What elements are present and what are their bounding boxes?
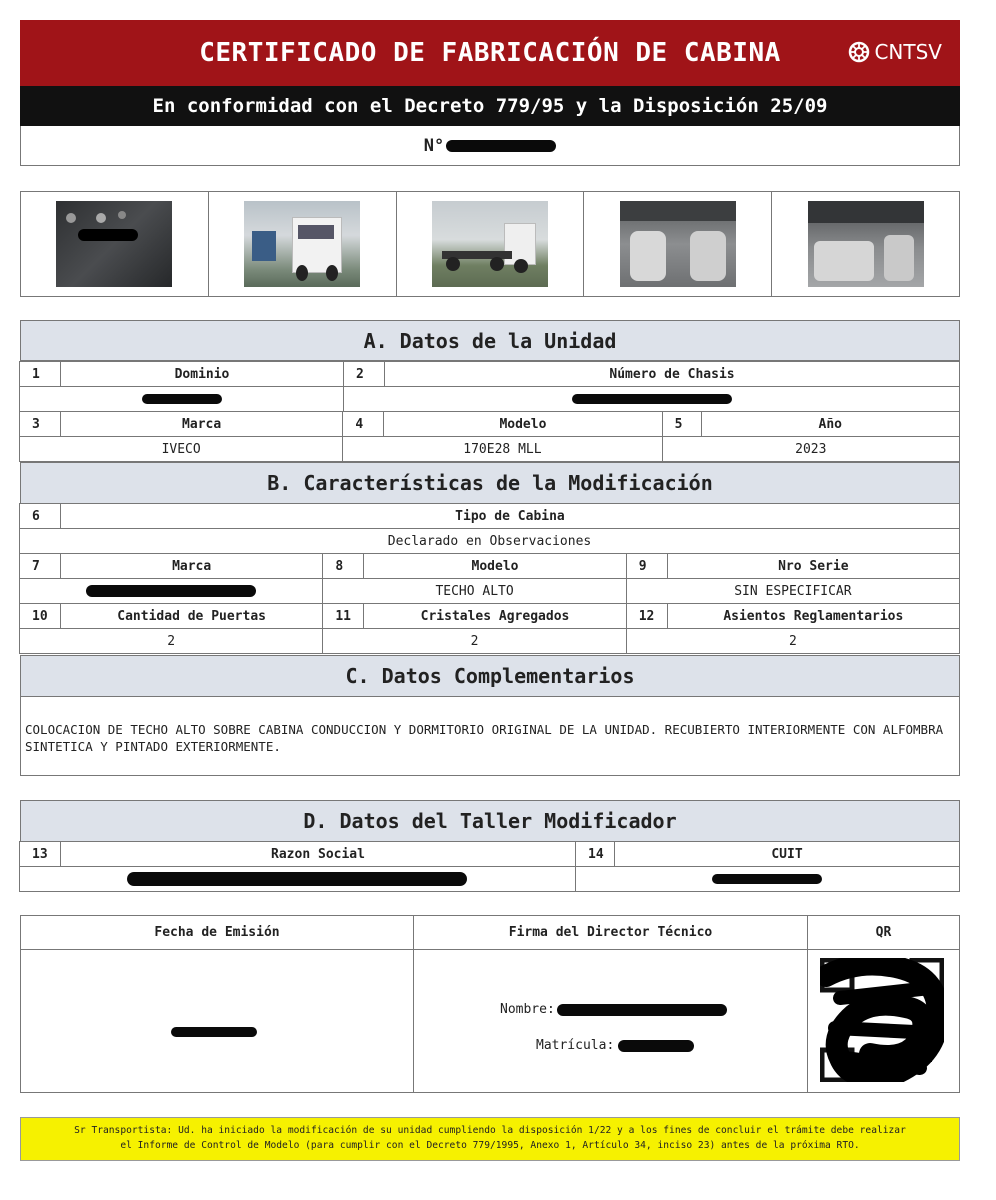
section-b-row-labels-2 <box>20 554 960 579</box>
redacted-matricula <box>618 1040 694 1052</box>
notice-line-2: el Informe de Control de Modelo (para cumplir con el Decreto 779/1995, Anexo 1, Artículo 34, inciso 23) antes de la próxima RTO. <box>120 1140 860 1151</box>
photo-cell <box>584 192 772 296</box>
field-value-marca <box>19 578 323 604</box>
redacted-number <box>446 140 556 152</box>
field-value-anio: 2023 <box>662 436 960 462</box>
section-a-row-labels-1 <box>20 362 960 387</box>
section-b-header <box>20 462 960 504</box>
field-label-marca: Marca <box>60 553 323 579</box>
redacted-fecha <box>171 1022 257 1041</box>
section-d-row-labels <box>20 842 960 867</box>
section-b-row-values-1 <box>20 529 960 554</box>
qr-code-redacted <box>820 958 944 1082</box>
photo-strip <box>20 191 960 297</box>
field-value-marca: IVECO <box>19 436 343 462</box>
redacted-value <box>572 394 732 404</box>
field-number: 6 <box>19 503 61 529</box>
section-d-title: D. Datos del Taller Modificador <box>303 809 677 833</box>
section-a-row-values-1 <box>20 387 960 412</box>
redacted-value <box>86 585 256 597</box>
truck-front-photo <box>244 201 360 287</box>
field-number: 8 <box>322 553 364 579</box>
section-b-title: B. Características de la Modificación <box>267 471 713 495</box>
field-number: 2 <box>343 361 385 387</box>
cntsv-logo <box>848 38 942 66</box>
redacted-value <box>712 874 822 884</box>
matricula-label: Matrícula: <box>536 1038 615 1053</box>
field-value-modelo: TECHO ALTO <box>322 578 626 604</box>
section-b-row-labels-1 <box>20 504 960 529</box>
qr-label: QR <box>808 916 959 950</box>
field-label-anio: Año <box>701 411 960 437</box>
field-number: 7 <box>19 553 61 579</box>
field-label-modelo: Modelo <box>363 553 626 579</box>
subtitle-bar <box>20 86 960 126</box>
photo-cell <box>209 192 397 296</box>
section-c-title: C. Datos Complementarios <box>345 664 635 688</box>
section-a-row-labels-2 <box>20 412 960 437</box>
certificate-number <box>20 126 960 166</box>
field-number: 4 <box>342 411 384 437</box>
number-label: N° <box>423 135 445 156</box>
logo-text: CNTSV <box>874 40 942 64</box>
field-number: 14 <box>575 841 615 867</box>
field-label-dominio: Dominio <box>60 361 344 387</box>
field-number: 13 <box>19 841 61 867</box>
section-a-title: A. Datos de la Unidad <box>363 328 617 353</box>
firma-label: Firma del Director Técnico <box>414 916 807 950</box>
gear-icon <box>848 41 870 63</box>
section-a-header <box>20 320 960 361</box>
field-label-chasis: Número de Chasis <box>384 361 960 387</box>
field-number: 10 <box>19 603 61 629</box>
chassis-plate-photo <box>56 201 172 287</box>
field-value-cristales: 2 <box>322 628 626 654</box>
field-value-puertas: 2 <box>19 628 323 654</box>
redacted-nombre <box>557 1004 727 1016</box>
certificate-title-bar <box>20 20 960 86</box>
field-value-modelo: 170E28 MLL <box>342 436 662 462</box>
photo-cell <box>21 192 209 296</box>
field-label-razon-social: Razon Social <box>60 841 576 867</box>
subtitle: En conformidad con el Decreto 779/95 y la Disposición 25/09 <box>152 95 828 117</box>
field-label-modelo: Modelo <box>383 411 662 437</box>
field-number: 1 <box>19 361 61 387</box>
field-label-cuit: CUIT <box>614 841 960 867</box>
field-value-chasis <box>343 386 960 412</box>
section-d-header <box>20 800 960 842</box>
nombre-line <box>500 1002 727 1017</box>
field-label-nro-serie: Nro Serie <box>667 553 960 579</box>
photo-cell <box>397 192 585 296</box>
firma-column <box>414 916 808 1092</box>
field-number: 11 <box>322 603 364 629</box>
section-b-row-values-3 <box>20 629 960 654</box>
fecha-label: Fecha de Emisión <box>21 916 413 950</box>
field-label-cristales: Cristales Agregados <box>363 603 626 629</box>
section-d-row-values <box>20 867 960 892</box>
observations-text: COLOCACION DE TECHO ALTO SOBRE CABINA CONDUCCION Y DORMITORIO ORIGINAL DE LA UNIDAD. RECUBIERTO INTERIORMENTE CON ALFOMBRA SINTETICA Y PINTADO EXTERIORMENTE. <box>20 696 960 776</box>
field-value-dominio <box>19 386 344 412</box>
field-label-tipo-cabina: Tipo de Cabina <box>60 503 960 529</box>
notice-line-1: Sr Transportista: Ud. ha iniciado la modificación de su unidad cumpliendo la disposición 1/22 y a los fines de concluir el trámite debe realizar <box>74 1125 906 1136</box>
transport-notice <box>20 1117 960 1161</box>
photo-cell <box>772 192 959 296</box>
truck-side-photo <box>432 201 548 287</box>
cabin-rear-photo <box>808 201 924 287</box>
field-number: 9 <box>626 553 668 579</box>
certificate-title: CERTIFICADO DE FABRICACIÓN DE CABINA <box>199 38 781 68</box>
field-number: 5 <box>662 411 702 437</box>
nombre-label: Nombre: <box>500 1002 555 1017</box>
redacted-value <box>127 872 467 886</box>
field-value-razon-social <box>19 866 576 892</box>
field-label-asientos: Asientos Reglamentarios <box>667 603 960 629</box>
qr-column <box>808 916 959 1092</box>
redacted-value <box>142 394 222 404</box>
matricula-line <box>536 1038 694 1053</box>
section-b-row-values-2 <box>20 579 960 604</box>
section-c-header <box>20 655 960 697</box>
field-value-tipo-cabina: Declarado en Observaciones <box>19 528 960 554</box>
cabin-interior-photo <box>620 201 736 287</box>
fecha-column <box>21 916 414 1092</box>
field-number: 12 <box>626 603 668 629</box>
signature-table <box>20 915 960 1093</box>
field-value-nro-serie: SIN ESPECIFICAR <box>626 578 960 604</box>
field-label-marca: Marca <box>60 411 343 437</box>
field-label-puertas: Cantidad de Puertas <box>60 603 323 629</box>
field-value-cuit <box>575 866 960 892</box>
field-number: 3 <box>19 411 61 437</box>
section-b-row-labels-3 <box>20 604 960 629</box>
section-a-row-values-2 <box>20 437 960 462</box>
field-value-asientos: 2 <box>626 628 960 654</box>
